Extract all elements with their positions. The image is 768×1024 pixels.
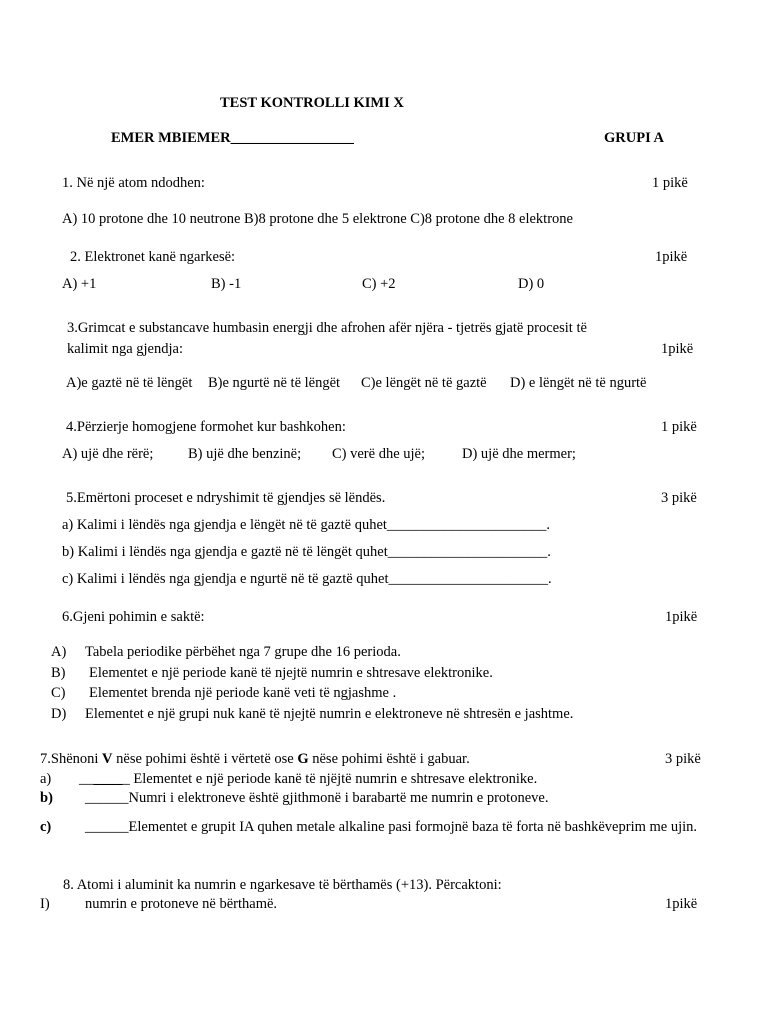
q4-option-d: D) ujë dhe mermer; bbox=[462, 446, 576, 462]
group-label: GRUPI A bbox=[604, 130, 665, 146]
q7-item-a: _______ Elementet e një periode kanë të njëjtë numrin e shtresave elektronike. bbox=[79, 771, 538, 787]
q7-false-mark: G bbox=[297, 751, 309, 767]
q3-option-c: C)e lëngët në të gaztë bbox=[361, 375, 487, 391]
q7-text: 7.Shënoni V nëse pohimi është i vërtetë ose G nëse pohimi është i gabuar. bbox=[40, 751, 470, 767]
q7-true-mark: V bbox=[102, 751, 113, 767]
q6-label-c: C) bbox=[51, 685, 66, 701]
q6-option-a: Tabela periodike përbëhet nga 7 grupe dhe 16 perioda. bbox=[85, 644, 401, 660]
q3-points: 1pikë bbox=[661, 341, 694, 357]
q6-points: 1pikë bbox=[665, 609, 698, 625]
q5-blank-c: ______________________. bbox=[388, 571, 552, 587]
q8-points: 1pikë bbox=[665, 896, 698, 912]
q1-points: 1 pikë bbox=[652, 175, 688, 191]
q7-item-c: ______Elementet e grupit IA quhen metale alkaline pasi formojnë baza të forta në bashkëveprim me ujin. bbox=[85, 819, 698, 835]
q3-line1: 3.Grimcat e substancave humbasin energji dhe afrohen afër njëra - tjetrës gjatë procesit të bbox=[67, 320, 587, 336]
q6-label-b: B) bbox=[51, 665, 66, 681]
q8-label-i: I) bbox=[40, 896, 50, 912]
q2-option-c: C) +2 bbox=[362, 276, 396, 292]
q5-item-c: c) Kalimi i lëndës nga gjendja e ngurtë në të gaztë quhet______________________. bbox=[62, 571, 552, 587]
q1-text: 1. Në një atom ndodhen: bbox=[62, 175, 205, 191]
q7-points: 3 pikë bbox=[665, 751, 701, 767]
q3-option-a: A)e gaztë në të lëngët bbox=[66, 375, 193, 391]
q6-label-d: D) bbox=[51, 706, 67, 722]
q3-option-d: D) e lëngët në të ngurtë bbox=[510, 375, 647, 391]
q2-text: 2. Elektronet kanë ngarkesë: bbox=[70, 249, 236, 265]
q5-text: 5.Emërtoni proceset e ndryshimit të gjendjes së lëndës. bbox=[66, 490, 386, 506]
q5-points: 3 pikë bbox=[661, 490, 697, 506]
q6-option-d: Elementet e një grupi nuk kanë të njejtë numrin e elektroneve në shtresën e jashtme. bbox=[85, 706, 574, 722]
q3-option-b: B)e ngurtë në të lëngët bbox=[208, 375, 341, 391]
q4-points: 1 pikë bbox=[661, 419, 697, 435]
q7-label-b: b) bbox=[40, 790, 53, 806]
q3-line2: kalimit nga gjendja: bbox=[67, 341, 183, 357]
q6-label-a: A) bbox=[51, 644, 67, 660]
q7-item-b: ______Numri i elektroneve është gjithmonë i barabartë me numrin e protoneve. bbox=[85, 790, 549, 806]
q4-text: 4.Përzierje homogjene formohet kur bashkohen: bbox=[66, 419, 346, 435]
q6-option-b: Elementet e një periode kanë të njejtë numrin e shtresave elektronike. bbox=[89, 665, 493, 681]
q7-label-a: a) bbox=[40, 771, 52, 787]
q1-options: A) 10 protone dhe 10 neutrone B)8 protone dhe 5 elektrone C)8 protone dhe 8 elektrone bbox=[62, 211, 573, 227]
q6-option-c: Elementet brenda një periode kanë veti të ngjashme . bbox=[89, 685, 397, 701]
q4-option-a: A) ujë dhe rërë; bbox=[62, 446, 154, 462]
test-title: TEST KONTROLLI KIMI X bbox=[220, 95, 404, 111]
q8-item-i: numrin e protoneve në bërthamë. bbox=[85, 896, 278, 912]
q5-blank-a: ______________________. bbox=[386, 517, 551, 533]
name-label: EMER MBIEMER_________________ bbox=[111, 130, 354, 146]
q2-points: 1pikë bbox=[655, 249, 688, 265]
q2-option-d: D) 0 bbox=[518, 276, 545, 292]
q6-text: 6.Gjeni pohimin e saktë: bbox=[62, 609, 205, 625]
q5-item-a: a) Kalimi i lëndës nga gjendja e lëngët në të gaztë quhet______________________. bbox=[62, 517, 551, 533]
q8-text: 8. Atomi i aluminit ka numrin e ngarkesave të bërthamës (+13). Përcaktoni: bbox=[63, 877, 502, 893]
q2-option-a: A) +1 bbox=[62, 276, 97, 292]
q5-item-b: b) Kalimi i lëndës nga gjendja e gaztë në të lëngët quhet______________________. bbox=[62, 544, 551, 560]
q7-label-c: c) bbox=[40, 819, 52, 835]
q4-option-b: B) ujë dhe benzinë; bbox=[188, 446, 302, 462]
q4-option-c: C) verë dhe ujë; bbox=[332, 446, 426, 462]
q5-blank-b: ______________________. bbox=[387, 544, 551, 560]
q2-option-b: B) -1 bbox=[211, 276, 242, 292]
